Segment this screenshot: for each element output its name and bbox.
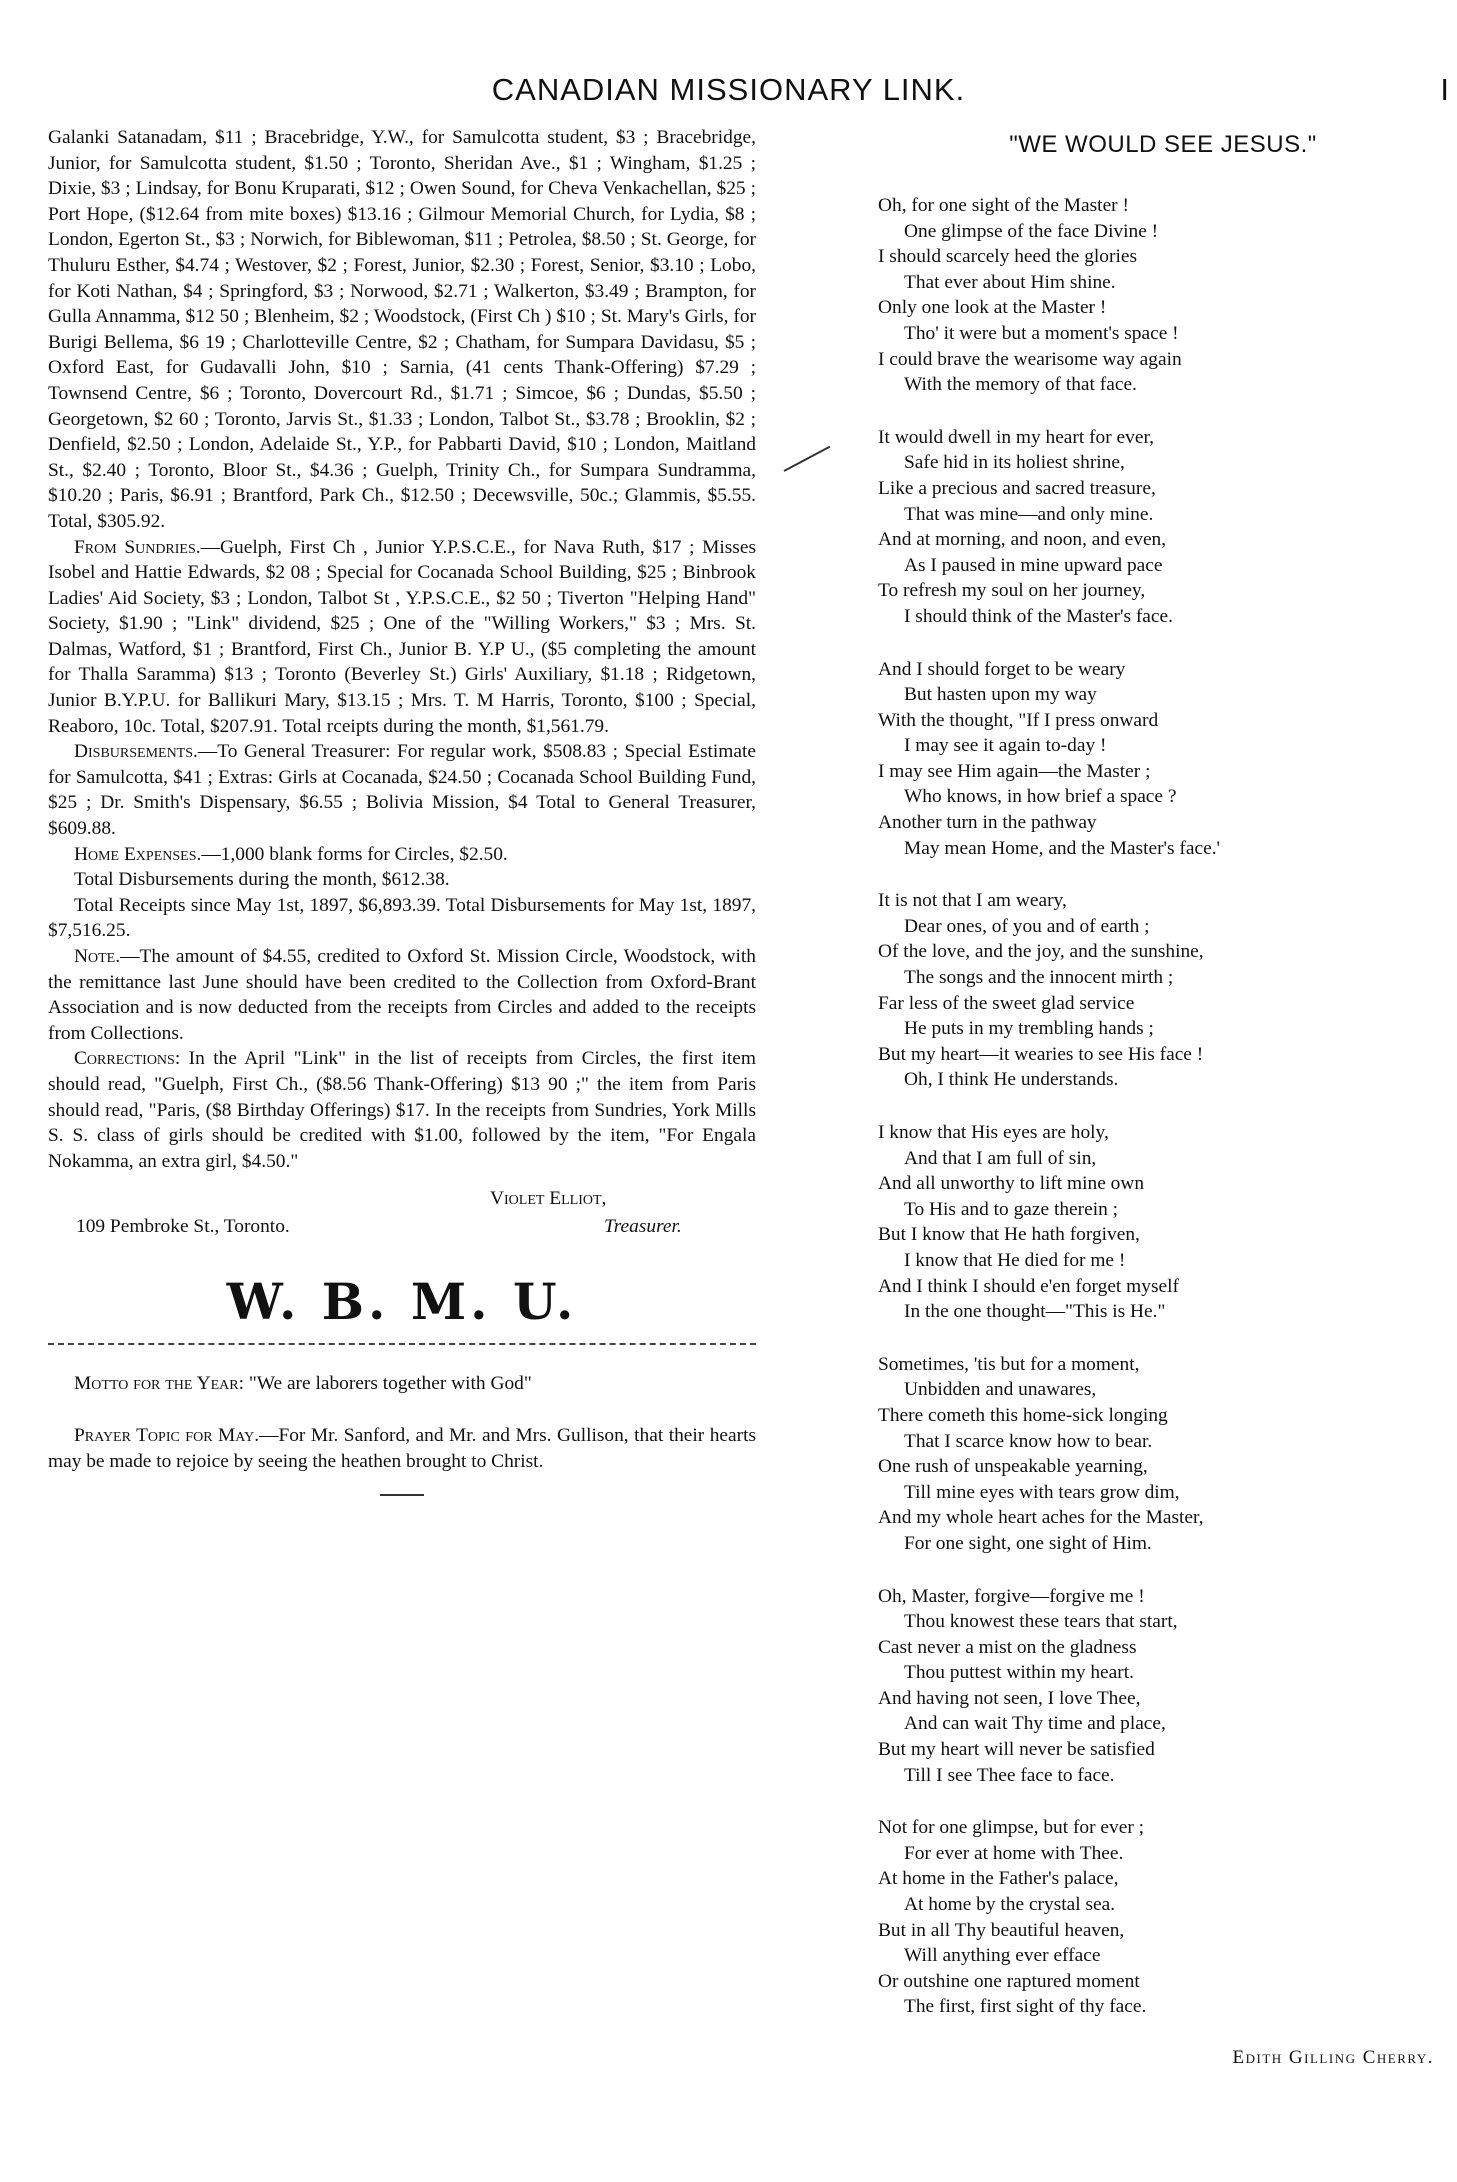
corrections-label: Corrections: xyxy=(74,1048,181,1070)
poem-line: But in all Thy beautiful heaven, xyxy=(878,1919,1125,1941)
poem-line: Thou puttest within my heart. xyxy=(904,1662,1134,1684)
poem-line: Not for one glimpse, but for ever ; xyxy=(878,1817,1145,1839)
poem-line: Far less of the sweet glad service xyxy=(878,992,1135,1014)
home-expenses-label: Home Expenses. xyxy=(74,843,202,865)
treasurer-address: 109 Pembroke St., Toronto. xyxy=(76,1216,290,1238)
corrections-text: In the April "Link" in the list of receipts from Circles, the first item should read, "Guelph, First Ch., ($8.56 Thank-Offering) $13 90 ;" the item from Paris should read, "Paris, ($8 Birthday Offerings) $17. In the receipts from Sundries, York Mills S. S. class of girls should be credited with $1.00, followed by the item, "For Engala Nokamma, an extra girl, $4.50." xyxy=(48,1048,756,1172)
poem-line: That ever about Him shine. xyxy=(904,271,1116,293)
treasurer-name: Violet Elliot, xyxy=(490,1188,607,1210)
treasurer-signature-block xyxy=(48,1188,756,1252)
poem-line: Till I see Thee face to face. xyxy=(904,1764,1115,1786)
prayer-topic-paragraph xyxy=(48,1423,756,1474)
poem-stanza xyxy=(878,1815,1448,2020)
left-column xyxy=(48,125,756,1496)
poem-line: Only one look at the Master ! xyxy=(878,297,1107,319)
poem-line: But my heart will never be satisfied xyxy=(878,1739,1155,1761)
disbursements-label: Disbursements. xyxy=(74,741,198,763)
poem-line: Tho' it were but a moment's space ! xyxy=(904,322,1179,344)
disbursements-paragraph xyxy=(48,739,756,841)
section-divider xyxy=(48,1343,756,1345)
poem-line: One rush of unspeakable yearning, xyxy=(878,1456,1148,1478)
poem-line: Till mine eyes with tears grow dim, xyxy=(904,1481,1180,1503)
poem-line: And having not seen, I love Thee, xyxy=(878,1687,1141,1709)
poem-line: But hasten upon my way xyxy=(904,684,1097,706)
poem-author: Edith Gilling Cherry. xyxy=(1232,2047,1434,2068)
poem-line: I may see Him again—the Master ; xyxy=(878,760,1151,782)
poem-line: But my heart—it wearies to see His face ! xyxy=(878,1043,1204,1065)
poem-line: Sometimes, 'tis but for a moment, xyxy=(878,1353,1140,1375)
circle-receipts-paragraph: Galanki Satanadam, $11 ; Bracebridge, Y.W., for Samulcotta student, $3 ; Bracebridge, Junior, for Samulcotta student, $1.50 ; Toronto, Sheridan Ave., $1 ; Wingham, $1.25 ; Dixie, $3 ; Lindsay, for Bonu Kruparati, $12 ; Owen Sound, for Cheva Venkachellan, $25 ; Port Hope, ($12.64 from mite boxes) $13.16 ; Gilmour Memorial Church, for Lydia, $8 ; London, Egerton St., $3 ; Norwich, for Biblewoman, $11 ; Petrolea, $8.50 ; St. George, for Thuluru Esther, $4.74 ; Westover, $2 ; Forest, Junior, $2.30 ; Forest, Senior, $3.10 ; Lobo, for Koti Nathan, $4 ; Springford, $3 ; Norwood, $2.71 ; Walkerton, $3.49 ; Brampton, for Gulla Annamma, $12 50 ; Blenheim, $2 ; Woodstock, (First Ch ) $10 ; St. Mary's Girls, for Burigi Bellema, $6 19 ; Charlotteville Centre, $2 ; Chatham, for Sumpara Davidasu, $5 ; Oxford East, for Gudavalli John, $10 ; Sarnia, (41 cents Thank-Offering) $7.29 ; Townsend Centre, $6 ; Toronto, Dovercourt Rd., $1.71 ; Simcoe, $6 ; Dundas, $5.50 ; Georgetown, $2 60 ; Toronto, Jarvis St., $1.33 ; London, Talbot St., $3.78 ; Brooklin, $2 ; Denfield, $2.50 ; London, Adelaide St., Y.P., for Pabbarti David, $10 ; London, Maitland St., $2.40 ; Toronto, Bloor St., $4.36 ; Guelph, Trinity Ch., for Sumpara Sundramma, $10.20 ; Paris, $6.91 ; Brantford, Park Ch., $12.50 ; Decewsville, 50c.; Glammis, $5.55. Total, $305.92. xyxy=(48,127,756,532)
poem-line: Oh, for one sight of the Master ! xyxy=(878,195,1129,216)
poem-line: I could brave the wearisome way again xyxy=(878,348,1182,370)
poem-line: At home in the Father's palace, xyxy=(878,1868,1119,1890)
poem-stanza xyxy=(878,1352,1448,1557)
sundries-label: From Sundries. xyxy=(74,536,201,558)
motto-label: Motto for the Year: xyxy=(74,1373,244,1395)
poem-line: Will anything ever efface xyxy=(904,1945,1101,1967)
poem-line: I know that His eyes are holy, xyxy=(878,1122,1109,1143)
treasurer-role: Treasurer. xyxy=(604,1216,682,1238)
poem-line: Oh, Master, forgive—forgive me ! xyxy=(878,1585,1145,1607)
page-header xyxy=(0,72,1457,118)
poem-line: Oh, I think He understands. xyxy=(904,1069,1119,1091)
poem-line: It is not that I am weary, xyxy=(878,890,1067,912)
poem-line: Like a precious and sacred treasure, xyxy=(878,477,1156,499)
closing-rule xyxy=(380,1494,424,1496)
poem-line: I should scarcely heed the glories xyxy=(878,246,1137,268)
total-receipts-since-may: Total Receipts since May 1st, 1897, $6,893.39. Total Disbursements for May 1st, 1897, $7,516.25. xyxy=(48,894,756,942)
right-column xyxy=(878,125,1448,2069)
wbmu-heading: W. B. M. U. xyxy=(226,1272,578,1332)
disbursements-text: —To General Treasurer: For regular work, $508.83 ; Special Estimate for Samulcotta, $41 ; Extras: Girls at Cocanada, $24.50 ; Cocanada School Building Fund, $25 ; Dr. Smith's Dispensary, $6.55 ; Bolivia Mission, $4 Total to General Treasurer, $609.88. xyxy=(48,741,756,840)
note-label: Note. xyxy=(74,946,121,967)
prayer-topic-label: Prayer Topic for May. xyxy=(74,1424,260,1446)
poem-line: To His and to gaze therein ; xyxy=(904,1198,1119,1220)
margin-pencil-mark xyxy=(784,446,831,472)
poem-line: And I should forget to be weary xyxy=(878,658,1126,680)
note-text: —The amount of $4.55, credited to Oxford St. Mission Circle, Woodstock, with the remittance last June should have been credited to the Collection from Oxford-Brant Association and is now deducted from the receipts from Circles and added to the receipts from Collections. xyxy=(48,946,756,1044)
poem-line: Dear ones, of you and of earth ; xyxy=(904,915,1150,937)
poem-line: Or outshine one raptured moment xyxy=(878,1970,1140,1992)
corrections-paragraph xyxy=(48,1046,756,1174)
poem-line: And can wait Thy time and place, xyxy=(904,1713,1166,1735)
poem-line: Who knows, in how brief a space ? xyxy=(904,786,1177,808)
home-expenses-text: —1,000 blank forms for Circles, $2.50. xyxy=(201,843,508,865)
poem-line: It would dwell in my heart for ever, xyxy=(878,426,1154,448)
sundries-paragraph xyxy=(48,535,756,740)
sundries-text: —Guelph, First Ch , Junior Y.P.S.C.E., for Nava Ruth, $17 ; Misses Isobel and Hattie Edwards, $2 08 ; Special for Cocanada School Building, $25 ; Binbrook Ladies' Aid Society, $3 ; London, Talbot St , Y.P.S.C.E., $2 50 ; Tiverton "Helping Hand" Society, $1.90 ; "Link" dividend, $25 ; One of the "Willing Workers," $3 ; Mrs. St. Dalmas, Watford, $1 ; Brantford, First Ch., Junior B. Y.P U., ($5 completing the amount for Thalla Saramma) $13 ; Toronto (Beverley St.) Girls' Auxiliary, $1.18 ; Ridgetown, Junior B.Y.P.U. for Ballikuri Mary, $13.15 ; Mrs. T. M Harris, Toronto, $100 ; Special, Reaboro, 10c. Total, $207.91. Total rceipts during the month, $1,561.79. xyxy=(48,536,756,737)
poem-line: And at morning, and noon, and even, xyxy=(878,529,1167,551)
running-title: CANADIAN MISSIONARY LINK. xyxy=(491,72,966,107)
poem-line: One glimpse of the face Divine ! xyxy=(904,220,1159,242)
poem-line: And that I am full of sin, xyxy=(904,1147,1097,1169)
poem-line: At home by the crystal sea. xyxy=(904,1894,1116,1916)
poem-line: For one sight, one sight of Him. xyxy=(904,1532,1152,1554)
poem-line: I know that He died for me ! xyxy=(904,1249,1126,1271)
poem-line: I may see it again to-day ! xyxy=(904,735,1107,757)
poem-title: "WE WOULD SEE JESUS." xyxy=(1009,131,1317,158)
poem-line: Thou knowest these tears that start, xyxy=(904,1611,1178,1633)
poem-line: With the thought, "If I press onward xyxy=(878,709,1159,731)
poem-line: And all unworthy to lift mine own xyxy=(878,1173,1145,1195)
total-disbursements-line: Total Disbursements during the month, $612.38. xyxy=(74,869,450,891)
note-paragraph xyxy=(48,944,756,1046)
poem-line: I should think of the Master's face. xyxy=(904,605,1173,627)
poem-line: But I know that He hath forgiven, xyxy=(878,1224,1140,1246)
poem-line: In the one thought—"This is He." xyxy=(904,1301,1166,1323)
poem-line: There cometh this home-sick longing xyxy=(878,1404,1168,1426)
poem-line: May mean Home, and the Master's face.' xyxy=(904,837,1221,859)
poem-stanza xyxy=(878,1120,1448,1325)
motto-paragraph xyxy=(48,1371,756,1397)
poem-line: The songs and the innocent mirth ; xyxy=(904,967,1174,989)
poem-line: That I scarce know how to bear. xyxy=(904,1430,1153,1452)
poem-line: And my whole heart aches for the Master, xyxy=(878,1507,1204,1529)
poem-body xyxy=(878,193,1448,2020)
prayer-topic-text: —For Mr. Sanford, and Mr. and Mrs. Gullison, that their hearts may be made to rejoice by seeing the heathen brought to Christ. xyxy=(48,1424,757,1472)
poem-line: Cast never a mist on the gladness xyxy=(878,1636,1137,1658)
poem-line: And I think I should e'en forget myself xyxy=(878,1275,1179,1297)
page-number: I xyxy=(1440,72,1449,107)
poem-line: He puts in my trembling hands ; xyxy=(904,1018,1154,1040)
poem-line: Safe hid in its holiest shrine, xyxy=(904,452,1125,474)
poem-line: The first, first sight of thy face. xyxy=(904,1996,1147,2018)
poem-line: With the memory of that face. xyxy=(904,374,1137,396)
poem-stanza xyxy=(878,193,1448,398)
poem-stanza xyxy=(878,1584,1448,1789)
poem-line: Unbidden and unawares, xyxy=(904,1379,1097,1401)
poem-line: As I paused in mine upward pace xyxy=(904,554,1163,576)
poem-line: For ever at home with Thee. xyxy=(904,1842,1124,1864)
motto-text: "We are laborers together with God" xyxy=(243,1373,532,1395)
poem-line: To refresh my soul on her journey, xyxy=(878,580,1146,602)
poem-line: That was mine—and only mine. xyxy=(904,503,1154,525)
poem-stanza xyxy=(878,425,1448,630)
poem-stanza xyxy=(878,657,1448,862)
home-expenses-paragraph xyxy=(48,842,756,868)
poem-stanza xyxy=(878,888,1448,1093)
poem-line: Of the love, and the joy, and the sunshine, xyxy=(878,941,1204,963)
poem-line: Another turn in the pathway xyxy=(878,812,1097,834)
